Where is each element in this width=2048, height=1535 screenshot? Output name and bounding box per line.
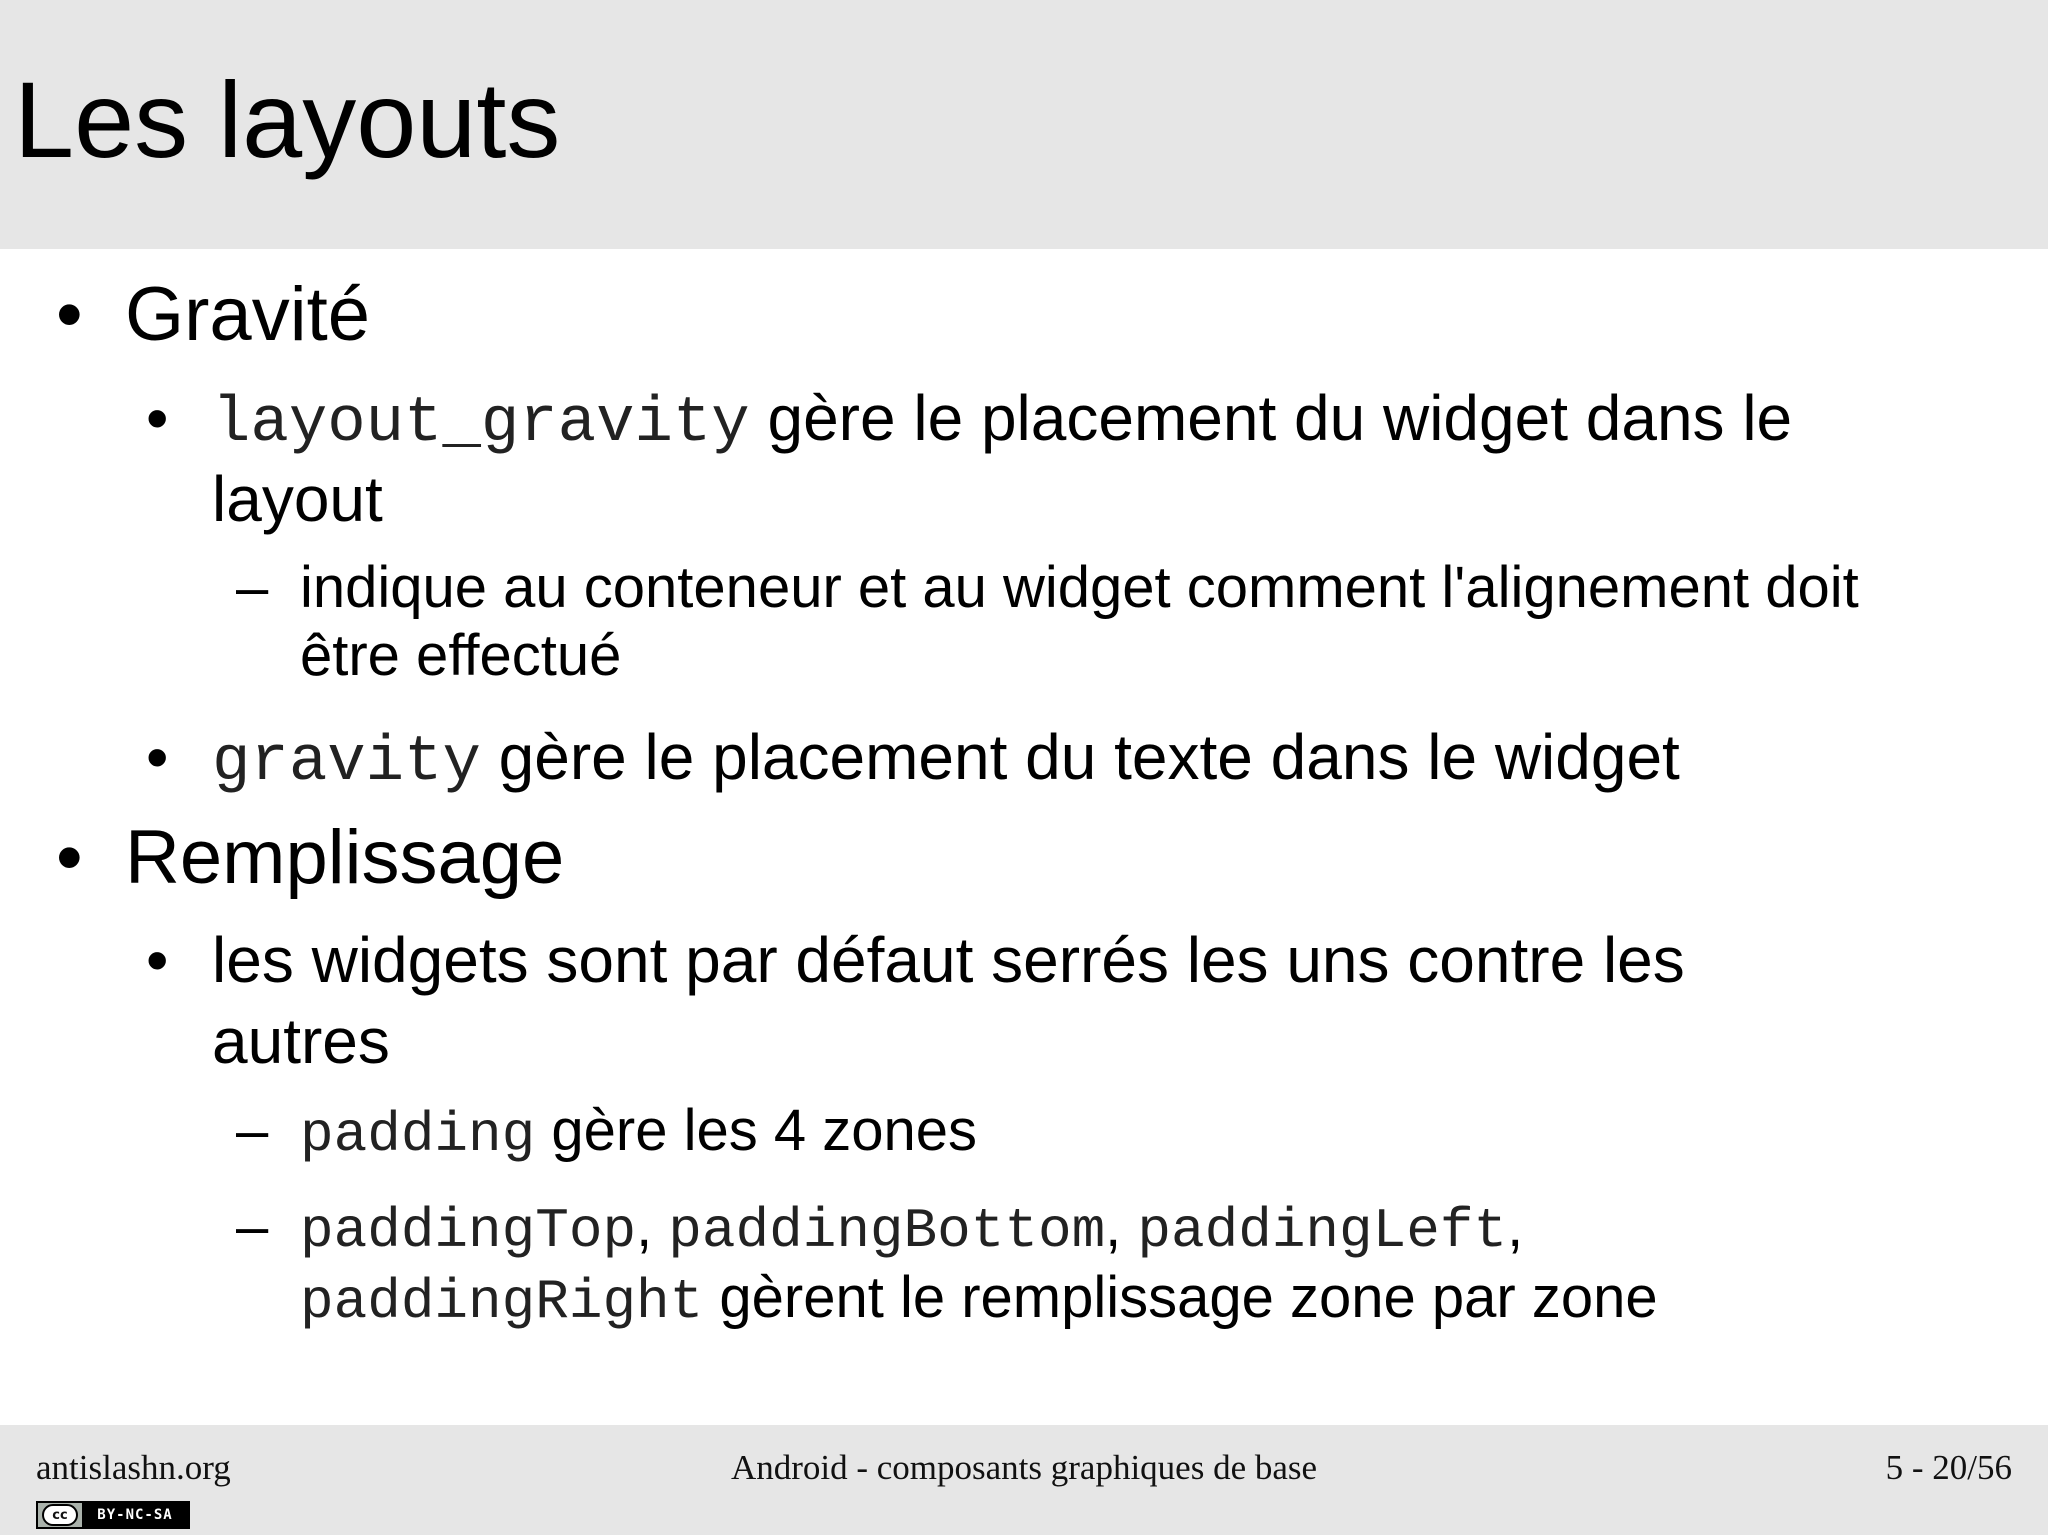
- bullet-icon: •: [56, 272, 83, 357]
- dash-icon: –: [236, 1098, 269, 1163]
- list-item-text: gère les 4 zones: [535, 1098, 977, 1163]
- footer-title: Android - composants graphiques de base: [730, 1448, 1318, 1487]
- list-item-alignement: indique au conteneur et au widget comment l'alignement doit: [300, 555, 1859, 620]
- list-item-widgets-serres: les widgets sont par défaut serrés les uns contre les: [212, 924, 1685, 996]
- code-gravity: gravity: [212, 727, 481, 799]
- list-item-text-continued: layout: [212, 463, 383, 535]
- footer-site: antislashn.org: [36, 1448, 231, 1487]
- separator: ,: [1507, 1194, 1524, 1259]
- bullet-icon: •: [146, 721, 169, 793]
- cc-icon: cc: [42, 1504, 78, 1526]
- separator: ,: [636, 1194, 669, 1259]
- license-label: BY-NC-SA: [82, 1503, 188, 1527]
- bullet-icon: •: [146, 382, 169, 454]
- slide-footer: [0, 1425, 2048, 1535]
- list-item-text: gère le placement du widget dans le: [749, 382, 1793, 454]
- separator: ,: [1105, 1194, 1138, 1259]
- list-item-remplissage: Remplissage: [125, 815, 565, 900]
- list-item-layout-gravity: [212, 379, 1792, 463]
- list-item-text-continued: autres: [212, 1005, 390, 1077]
- dash-icon: –: [236, 1194, 269, 1259]
- code-padding-bottom: paddingBottom: [668, 1199, 1106, 1263]
- slide-title: Les layouts: [14, 59, 561, 180]
- code-padding-right: paddingRight: [300, 1270, 704, 1334]
- list-item-text: gèrent le remplissage zone par zone: [703, 1265, 1658, 1330]
- list-item-padding-zones: [300, 1193, 1523, 1265]
- list-item-text-continued: [300, 1264, 1658, 1336]
- code-padding-left: paddingLeft: [1137, 1199, 1508, 1263]
- dash-icon: –: [236, 555, 269, 620]
- footer-page-number: 5 - 20/56: [1885, 1448, 2012, 1487]
- list-item-padding: [300, 1097, 977, 1169]
- list-item-text-continued: être effectué: [300, 623, 622, 688]
- code-padding: padding: [300, 1103, 536, 1167]
- bullet-icon: •: [146, 924, 169, 996]
- code-layout-gravity: layout_gravity: [212, 388, 750, 460]
- list-item-text: gère le placement du texte dans le widget: [480, 721, 1680, 793]
- list-item-gravite: Gravité: [125, 272, 370, 357]
- license-badge: [36, 1501, 190, 1529]
- bullet-icon: •: [56, 815, 83, 900]
- list-item-gravity: [212, 718, 1680, 802]
- code-padding-top: paddingTop: [300, 1199, 637, 1263]
- slide-header: [0, 0, 2048, 249]
